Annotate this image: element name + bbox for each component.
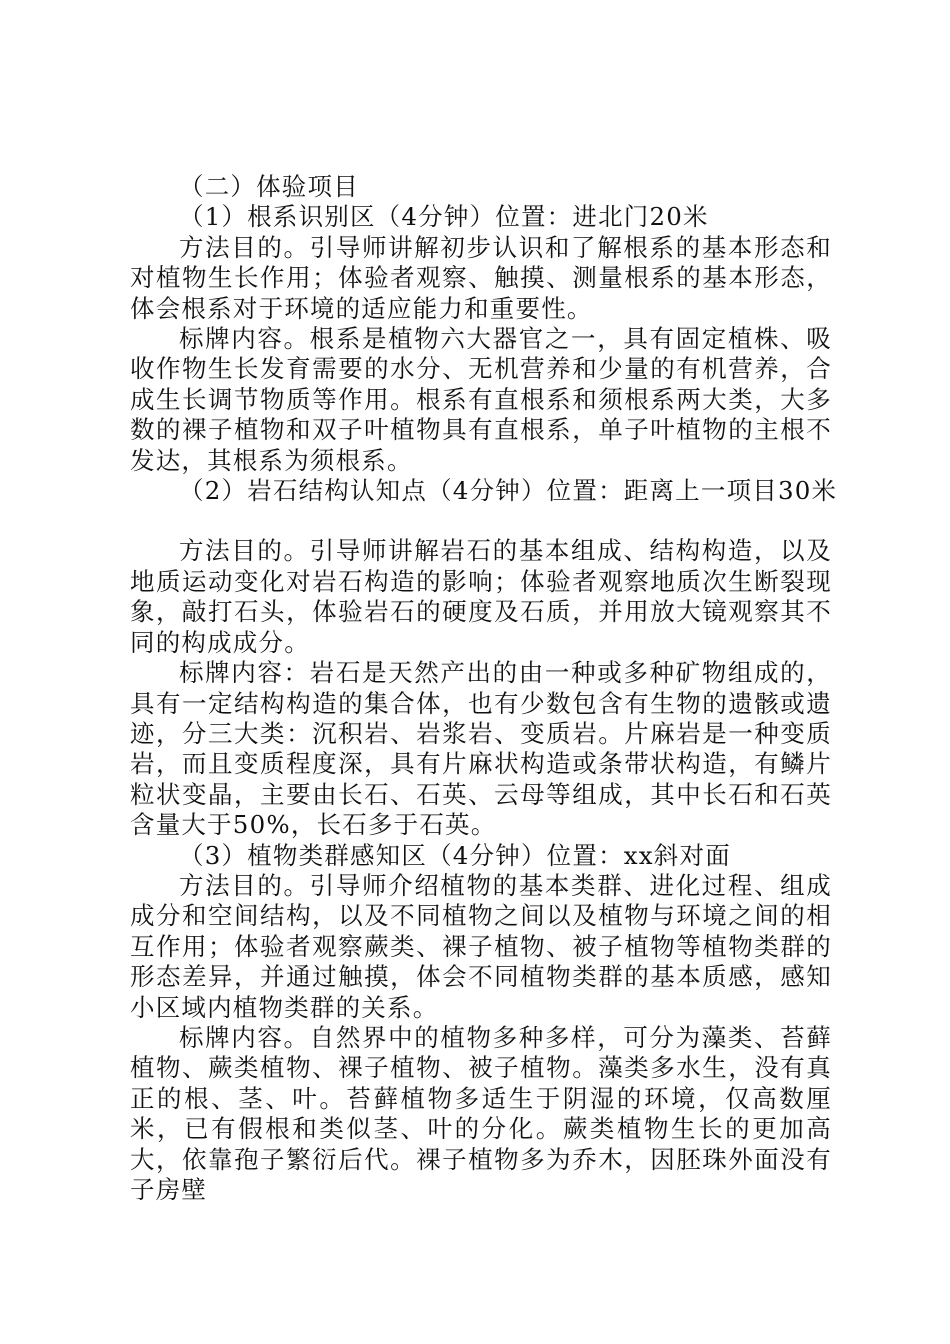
item-2-method-paragraph: 方法目的。引导师讲解岩石的基本组成、结构构造，以及地质运动变化对岩石构造的影响；体验者观察地质次生断裂现象，敲打石头，体验岩石的硬度及石质，并用放大镜观察其不同的构成成分。 [130, 536, 832, 657]
item-2-heading: （2）岩石结构认知点（4分钟）位置：距离上一项目30米 [179, 476, 838, 506]
document-body [130, 172, 838, 1205]
item-3-sign-paragraph: 标牌内容。自然界中的植物多种多样，可分为藻类、苔藓植物、蕨类植物、裸子植物、被子植物。藻类多水生，没有真正的根、茎、叶。苔藓植物多适生于阴湿的环境，仅高数厘米，已有假根和类似茎、叶的分化。蕨类植物生长的更加高大，依靠孢子繁衍后代。裸子植物多为乔木，因胚珠外面没有子房壁 [130, 1022, 832, 1204]
item-1-method-paragraph: 方法目的。引导师讲解初步认识和了解根系的基本形态和对植物生长作用；体验者观察、触摸、测量根系的基本形态，体会根系对于环境的适应能力和重要性。 [130, 232, 832, 323]
section-heading: （二）体验项目 [179, 172, 359, 201]
blank-line [130, 506, 832, 536]
item-1-sign-paragraph: 标牌内容。根系是植物六大器官之一，具有固定植株、吸收作物生长发育需要的水分、无机营养和少量的有机营养，合成生长调节物质等作用。根系有直根系和须根系两大类，大多数的裸子植物和双子叶植物具有直根系，单子叶植物的主根不发达，其根系为须根系。 [130, 324, 832, 475]
item-3-heading: （3）植物类群感知区（4分钟）位置：xx斜对面 [179, 840, 731, 870]
item-2-sign-paragraph: 标牌内容：岩石是天然产出的由一种或多种矿物组成的，具有一定结构构造的集合体，也有少数包含有生物的遗骸或遗迹，分三大类：沉积岩、岩浆岩、变质岩。片麻岩是一种变质岩，而且变质程度深，具有片麻状构造或条带状构造，有鳞片粒状变晶，主要由长石、石英、云母等组成，其中长石和石英含量大于50%，长石多于石英。 [130, 658, 832, 840]
item-1-heading: （1）根系识别区（4分钟）位置：进北门20米 [179, 202, 709, 232]
item-3-method-paragraph: 方法目的。引导师介绍植物的基本类群、进化过程、组成成分和空间结构，以及不同植物之间以及植物与环境之间的相互作用；体验者观察蕨类、裸子植物、被子植物等植物类群的形态差异，并通过触摸，体会不同植物类群的基本质感，感知小区域内植物类群的关系。 [130, 870, 832, 1022]
